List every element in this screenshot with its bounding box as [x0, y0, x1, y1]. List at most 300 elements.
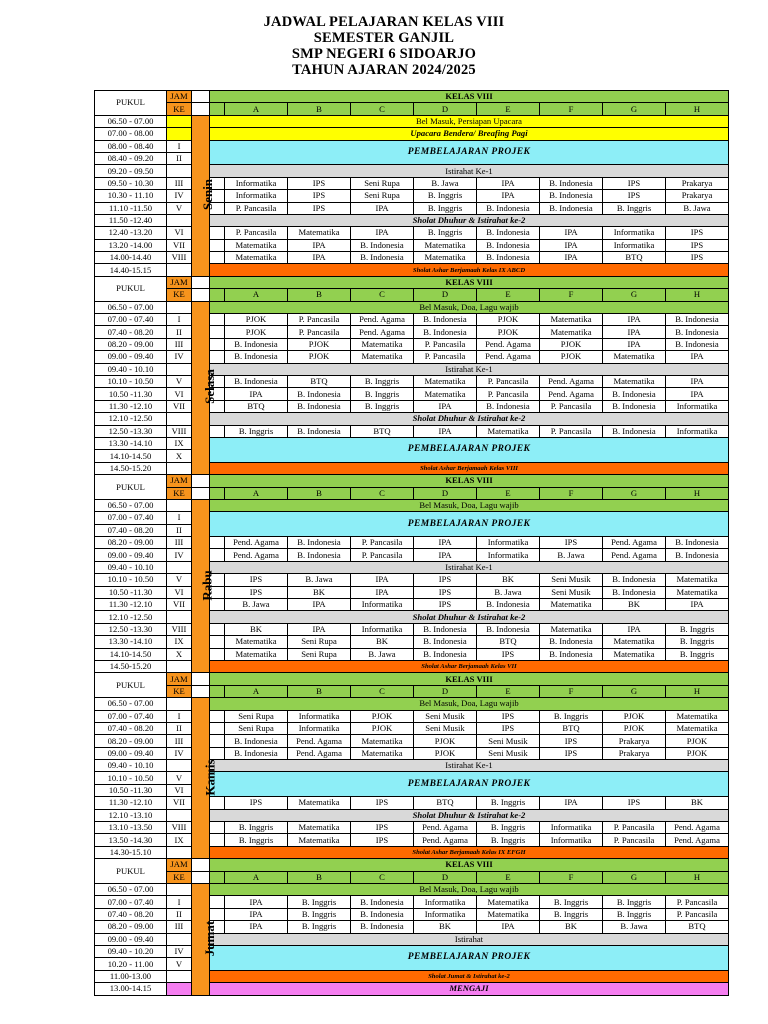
schedule-row — [95, 227, 729, 239]
subject-cell: IPS — [225, 586, 288, 598]
project-block: PEMBELAJARAN PROJEK — [210, 140, 729, 165]
subject-cell: B. Indonesia — [603, 388, 666, 400]
subject-cell: B. Indonesia — [540, 190, 603, 202]
subject-cell: IPA — [477, 190, 540, 202]
activity-banner: Sholat Dhuhur & Istirahat ke-2 — [210, 611, 729, 623]
subject-cell: Matematika — [351, 338, 414, 350]
subject-cell: B. Indonesia — [414, 623, 477, 635]
subject-cell: B. Indonesia — [603, 586, 666, 598]
jam-number: VI — [167, 388, 192, 400]
subject-cell: PJOK — [666, 747, 729, 759]
subject-cell: B. Indonesia — [540, 177, 603, 189]
subject-cell: Pend. Agama — [540, 388, 603, 400]
kelas-header: KELAS VIII — [210, 859, 729, 871]
schedule-row — [95, 425, 729, 437]
time-cell: 11.10 -11.50 — [95, 202, 167, 214]
schedule-row — [95, 388, 729, 400]
jam-header: JAM — [167, 859, 192, 871]
subject-cell: B. Inggris — [477, 797, 540, 809]
subject-cell: Matematika — [225, 252, 288, 264]
subject-cell: B. Inggris — [477, 834, 540, 846]
subject-cell: B. Indonesia — [540, 202, 603, 214]
jam-number — [167, 363, 192, 375]
class-label: F — [540, 289, 603, 301]
class-label: D — [414, 871, 477, 883]
subject-cell: IPA — [540, 239, 603, 251]
subject-cell: Informatika — [414, 908, 477, 920]
time-cell: 06.50 - 07.00 — [95, 884, 167, 896]
subject-cell: PJOK — [540, 338, 603, 350]
subject-cell: B. Inggris — [414, 227, 477, 239]
time-cell: 10.10 - 10.50 — [95, 375, 167, 387]
class-label: A — [225, 871, 288, 883]
subject-cell: Matematika — [225, 648, 288, 660]
activity-banner: Sholat Ashar Berjamaah Kelas VIII — [210, 462, 729, 474]
header-row — [95, 673, 729, 685]
subject-cell: Matematika — [603, 636, 666, 648]
subject-cell: B. Indonesia — [351, 908, 414, 920]
subject-cell: Matematika — [288, 822, 351, 834]
subject-cell: IPS — [603, 190, 666, 202]
spacer-cell — [210, 314, 225, 326]
schedule-row — [95, 660, 729, 672]
day-label — [192, 301, 217, 474]
ke-header: KE — [167, 487, 192, 499]
subject-cell: P. Pancasila — [414, 351, 477, 363]
jam-number: X — [167, 450, 192, 462]
spacer-cell — [210, 747, 225, 759]
class-spacer — [210, 289, 225, 301]
subject-cell: PJOK — [603, 710, 666, 722]
class-header-row — [95, 685, 729, 697]
subject-cell: IPS — [666, 227, 729, 239]
spacer-cell — [210, 710, 225, 722]
class-label: C — [351, 871, 414, 883]
subject-cell: PJOK — [666, 735, 729, 747]
subject-cell: IPA — [603, 623, 666, 635]
subject-cell: P. Pancasila — [225, 227, 288, 239]
subject-cell: IPS — [288, 202, 351, 214]
subject-cell: IPA — [414, 425, 477, 437]
subject-cell: IPA — [477, 177, 540, 189]
subject-cell: PJOK — [603, 722, 666, 734]
time-cell: 07.40 - 08.20 — [95, 326, 167, 338]
jam-number: V — [167, 375, 192, 387]
jam-number — [167, 214, 192, 226]
class-label: B — [288, 103, 351, 115]
jam-number — [167, 970, 192, 982]
subject-cell: P. Pancasila — [477, 375, 540, 387]
subject-cell: Matematika — [288, 227, 351, 239]
class-label: E — [477, 103, 540, 115]
blank-cell — [192, 276, 210, 288]
subject-cell: B. Inggris — [477, 822, 540, 834]
time-cell: 12.40 -13.20 — [95, 227, 167, 239]
jam-number: VI — [167, 784, 192, 796]
subject-cell: Pend. Agama — [351, 314, 414, 326]
subject-cell: B. Indonesia — [477, 202, 540, 214]
jam-number: V — [167, 772, 192, 784]
subject-cell: IPS — [225, 797, 288, 809]
jam-number — [167, 561, 192, 573]
class-label: C — [351, 103, 414, 115]
schedule-row — [95, 363, 729, 375]
schedule-row — [95, 599, 729, 611]
subject-cell: Pend. Agama — [288, 735, 351, 747]
jam-number — [167, 115, 192, 127]
subject-cell: Seni Rupa — [288, 636, 351, 648]
subject-cell: B. Indonesia — [666, 326, 729, 338]
schedule-row — [95, 636, 729, 648]
time-cell: 14.00-14.40 — [95, 252, 167, 264]
jam-number: VII — [167, 239, 192, 251]
jam-number: IV — [167, 190, 192, 202]
subject-cell: IPA — [351, 202, 414, 214]
subject-cell: B. Inggris — [288, 896, 351, 908]
subject-cell: IPA — [666, 388, 729, 400]
subject-cell: Seni Musik — [540, 574, 603, 586]
activity-banner: Bel Masuk, Doa, Lagu wajib — [210, 698, 729, 710]
subject-cell: Pend. Agama — [603, 537, 666, 549]
class-label: D — [414, 685, 477, 697]
day-name: Kamis — [202, 759, 218, 796]
subject-cell: Matematika — [351, 351, 414, 363]
jam-number: II — [167, 152, 192, 164]
jam-number — [167, 884, 192, 896]
class-spacer — [210, 487, 225, 499]
jam-number: I — [167, 512, 192, 524]
kelas-header: KELAS VIII — [210, 91, 729, 103]
kelas-header: KELAS VIII — [210, 475, 729, 487]
subject-cell: P. Pancasila — [414, 338, 477, 350]
subject-cell: Informatika — [288, 710, 351, 722]
subject-cell: Matematika — [225, 636, 288, 648]
subject-cell: IPA — [414, 537, 477, 549]
subject-cell: B. Indonesia — [414, 314, 477, 326]
subject-cell: BTQ — [666, 921, 729, 933]
jam-number: V — [167, 574, 192, 586]
class-spacer — [210, 685, 225, 697]
subject-cell: P. Pancasila — [540, 425, 603, 437]
schedule-row — [95, 301, 729, 313]
subject-cell: IPA — [666, 599, 729, 611]
class-label: H — [666, 289, 729, 301]
day-label — [192, 115, 216, 276]
subject-cell: B. Jawa — [603, 921, 666, 933]
subject-cell: B. Indonesia — [603, 574, 666, 586]
class-label: A — [225, 487, 288, 499]
subject-cell: IPA — [225, 896, 288, 908]
subject-cell: Matematika — [414, 252, 477, 264]
subject-cell: B. Inggris — [540, 710, 603, 722]
time-cell: 07.40 - 08.20 — [95, 524, 167, 536]
subject-cell: Matematika — [351, 747, 414, 759]
class-label: F — [540, 487, 603, 499]
schedule-row — [95, 462, 729, 474]
subject-cell: Seni Musik — [540, 586, 603, 598]
subject-cell: IPA — [603, 338, 666, 350]
schedule-row — [95, 747, 729, 759]
time-cell: 09.50 - 10.30 — [95, 177, 167, 189]
jam-number: III — [167, 735, 192, 747]
subject-cell: IPA — [351, 574, 414, 586]
subject-cell: Pend. Agama — [477, 338, 540, 350]
subject-cell: IPS — [351, 822, 414, 834]
jam-number: VII — [167, 797, 192, 809]
time-cell: 06.50 - 07.00 — [95, 698, 167, 710]
subject-cell: P. Pancasila — [288, 314, 351, 326]
subject-cell: IPA — [540, 252, 603, 264]
time-cell: 07.00 - 07.40 — [95, 896, 167, 908]
schedule-row — [95, 822, 729, 834]
subject-cell: Informatika — [666, 425, 729, 437]
schedule-row — [95, 908, 729, 920]
subject-cell: B. Jawa — [477, 586, 540, 598]
subject-cell: Matematika — [477, 908, 540, 920]
schedule-row — [95, 846, 729, 858]
subject-cell: B. Indonesia — [414, 648, 477, 660]
subject-cell: PJOK — [225, 314, 288, 326]
subject-cell: P. Pancasila — [603, 822, 666, 834]
activity-banner: MENGAJI — [210, 983, 729, 995]
time-cell: 07.00 - 07.40 — [95, 314, 167, 326]
day-name: Selasa — [201, 369, 217, 405]
time-cell: 08.20 - 09.00 — [95, 735, 167, 747]
blank-cell — [192, 487, 210, 499]
day-label — [192, 884, 218, 996]
jam-number: VIII — [167, 425, 192, 437]
subject-cell: P. Pancasila — [288, 326, 351, 338]
kelas-header: KELAS VIII — [210, 673, 729, 685]
schedule-row — [95, 809, 729, 821]
jam-number: II — [167, 908, 192, 920]
jam-header: JAM — [167, 673, 192, 685]
schedule-row — [95, 413, 729, 425]
subject-cell: Seni Musik — [414, 722, 477, 734]
subject-cell: BK — [603, 599, 666, 611]
subject-cell: Pend. Agama — [288, 747, 351, 759]
class-label: E — [477, 487, 540, 499]
subject-cell: P. Pancasila — [477, 388, 540, 400]
time-cell: 10.50 -11.30 — [95, 586, 167, 598]
jam-number — [167, 933, 192, 945]
project-block: PEMBELAJARAN PROJEK — [210, 945, 729, 970]
schedule-row — [95, 314, 729, 326]
time-cell: 07.00 - 07.40 — [95, 512, 167, 524]
activity-banner: Istirahat — [210, 933, 729, 945]
subject-cell: IPA — [288, 252, 351, 264]
subject-cell: Matematika — [666, 710, 729, 722]
time-cell: 09.40 - 10.20 — [95, 945, 167, 957]
header-row — [95, 276, 729, 288]
class-header-row — [95, 871, 729, 883]
class-label: F — [540, 685, 603, 697]
subject-cell: B. Jawa — [288, 574, 351, 586]
document-header — [0, 0, 768, 90]
subject-cell: P. Pancasila — [225, 202, 288, 214]
time-cell: 10.10 - 10.50 — [95, 772, 167, 784]
spacer-cell — [210, 326, 225, 338]
class-label: E — [477, 685, 540, 697]
subject-cell: Matematika — [414, 239, 477, 251]
subject-cell: Matematika — [288, 797, 351, 809]
time-cell: 06.50 - 07.00 — [95, 499, 167, 511]
subject-cell: B. Inggris — [414, 202, 477, 214]
class-header-row — [95, 487, 729, 499]
subject-cell: B. Indonesia — [603, 400, 666, 412]
ke-header: KE — [167, 289, 192, 301]
activity-banner: Sholat Ashar Berjamaah Kelas IX EFGH — [210, 846, 729, 858]
jam-number: IV — [167, 747, 192, 759]
time-cell: 12.10 -12.50 — [95, 413, 167, 425]
subject-cell: B. Inggris — [540, 896, 603, 908]
jam-number: I — [167, 710, 192, 722]
schedule-row — [95, 400, 729, 412]
subject-cell: B. Indonesia — [351, 252, 414, 264]
pukul-header: PUKUL — [95, 475, 167, 500]
subject-cell: PJOK — [288, 338, 351, 350]
subject-cell: Informatika — [351, 623, 414, 635]
subject-cell: B. Indonesia — [666, 549, 729, 561]
schedule-row — [95, 772, 729, 784]
subject-cell: P. Pancasila — [666, 908, 729, 920]
subject-cell: BTQ — [414, 797, 477, 809]
subject-cell: IPA — [666, 375, 729, 387]
subject-cell: PJOK — [540, 351, 603, 363]
subject-cell: B. Indonesia — [540, 648, 603, 660]
class-label: F — [540, 871, 603, 883]
class-header-row — [95, 103, 729, 115]
subject-cell: IPS — [603, 177, 666, 189]
class-label: D — [414, 289, 477, 301]
subject-cell: B. Indonesia — [225, 338, 288, 350]
jam-number — [167, 809, 192, 821]
class-label: G — [603, 103, 666, 115]
class-label: G — [603, 487, 666, 499]
time-cell: 12.10 -13.10 — [95, 809, 167, 821]
activity-banner: Bel Masuk, Doa, Lagu wajib — [210, 301, 729, 313]
subject-cell: B. Inggris — [666, 636, 729, 648]
subject-cell: IPA — [288, 239, 351, 251]
spacer-cell — [210, 252, 225, 264]
subject-cell: Informatika — [666, 400, 729, 412]
subject-cell: Seni Rupa — [225, 710, 288, 722]
class-label: G — [603, 685, 666, 697]
schedule-row — [95, 561, 729, 573]
activity-banner: Sholat Jumat & Istirahat ke-2 — [210, 970, 729, 982]
blank-cell — [192, 475, 210, 487]
time-cell: 12.10 -12.50 — [95, 611, 167, 623]
subject-cell: B. Jawa — [414, 177, 477, 189]
time-cell: 11.30 -12.10 — [95, 400, 167, 412]
activity-banner: Istirahat Ke-1 — [210, 760, 729, 772]
jam-number: I — [167, 140, 192, 152]
schedule-row — [95, 202, 729, 214]
subject-cell: Informatika — [540, 834, 603, 846]
subject-cell: B. Indonesia — [288, 388, 351, 400]
class-label: F — [540, 103, 603, 115]
subject-cell: B. Indonesia — [225, 375, 288, 387]
subject-cell: Matematika — [477, 896, 540, 908]
subject-cell: Seni Rupa — [351, 190, 414, 202]
jam-number: III — [167, 537, 192, 549]
subject-cell: B. Indonesia — [666, 537, 729, 549]
subject-cell: B. Indonesia — [414, 636, 477, 648]
subject-cell: IPS — [666, 239, 729, 251]
jam-header: JAM — [167, 475, 192, 487]
subject-cell: B. Jawa — [351, 648, 414, 660]
day-label — [192, 698, 218, 859]
subject-cell: BK — [414, 921, 477, 933]
subject-cell: Informatika — [225, 190, 288, 202]
blank-cell — [192, 289, 210, 301]
class-label: G — [603, 289, 666, 301]
activity-banner: Sholat Dhuhur & Istirahat ke-2 — [210, 809, 729, 821]
subject-cell: Matematika — [288, 834, 351, 846]
jam-number: V — [167, 202, 192, 214]
time-cell: 11.50 -12.40 — [95, 214, 167, 226]
schedule-row — [95, 140, 729, 152]
jam-number — [167, 264, 192, 276]
jam-number — [167, 698, 192, 710]
subject-cell: IPA — [666, 351, 729, 363]
schedule-row — [95, 586, 729, 598]
subject-cell: Prakarya — [666, 190, 729, 202]
class-label: B — [288, 487, 351, 499]
title-line-1: JADWAL PELAJARAN KELAS VIII — [263, 14, 505, 30]
jam-number: V — [167, 958, 192, 970]
time-cell: 13.00-14.15 — [95, 983, 167, 995]
jam-number: IV — [167, 351, 192, 363]
pukul-header: PUKUL — [95, 91, 167, 116]
spacer-cell — [210, 636, 225, 648]
schedule-row — [95, 611, 729, 623]
schedule-row — [95, 375, 729, 387]
time-cell: 13.50 -14.30 — [95, 834, 167, 846]
schedule-row — [95, 648, 729, 660]
schedule-row — [95, 326, 729, 338]
jam-number — [167, 983, 192, 995]
time-cell: 09.40 - 10.10 — [95, 760, 167, 772]
time-cell: 08.20 - 09.00 — [95, 537, 167, 549]
time-cell: 06.50 - 07.00 — [95, 301, 167, 313]
class-label: G — [603, 871, 666, 883]
subject-cell: Seni Rupa — [225, 722, 288, 734]
jam-number — [167, 165, 192, 177]
class-label: B — [288, 871, 351, 883]
day-name: Rabu — [199, 569, 215, 601]
subject-cell: B. Indonesia — [477, 599, 540, 611]
subject-cell: Informatika — [603, 227, 666, 239]
activity-banner: Sholat Dhuhur & Istirahat ke-2 — [210, 413, 729, 425]
jam-number — [167, 462, 192, 474]
project-block: PEMBELAJARAN PROJEK — [210, 512, 729, 537]
subject-cell: IPS — [477, 648, 540, 660]
subject-cell: B. Inggris — [351, 400, 414, 412]
jam-number: VI — [167, 227, 192, 239]
subject-cell: B. Indonesia — [351, 896, 414, 908]
subject-cell: IPS — [225, 574, 288, 586]
subject-cell: BK — [225, 623, 288, 635]
schedule-row — [95, 884, 729, 896]
spacer-cell — [210, 239, 225, 251]
subject-cell: Matematika — [603, 351, 666, 363]
blank-cell — [192, 871, 210, 883]
subject-cell: IPA — [351, 227, 414, 239]
subject-cell: B. Inggris — [351, 375, 414, 387]
subject-cell: PJOK — [351, 722, 414, 734]
time-cell: 09.20 - 09.50 — [95, 165, 167, 177]
